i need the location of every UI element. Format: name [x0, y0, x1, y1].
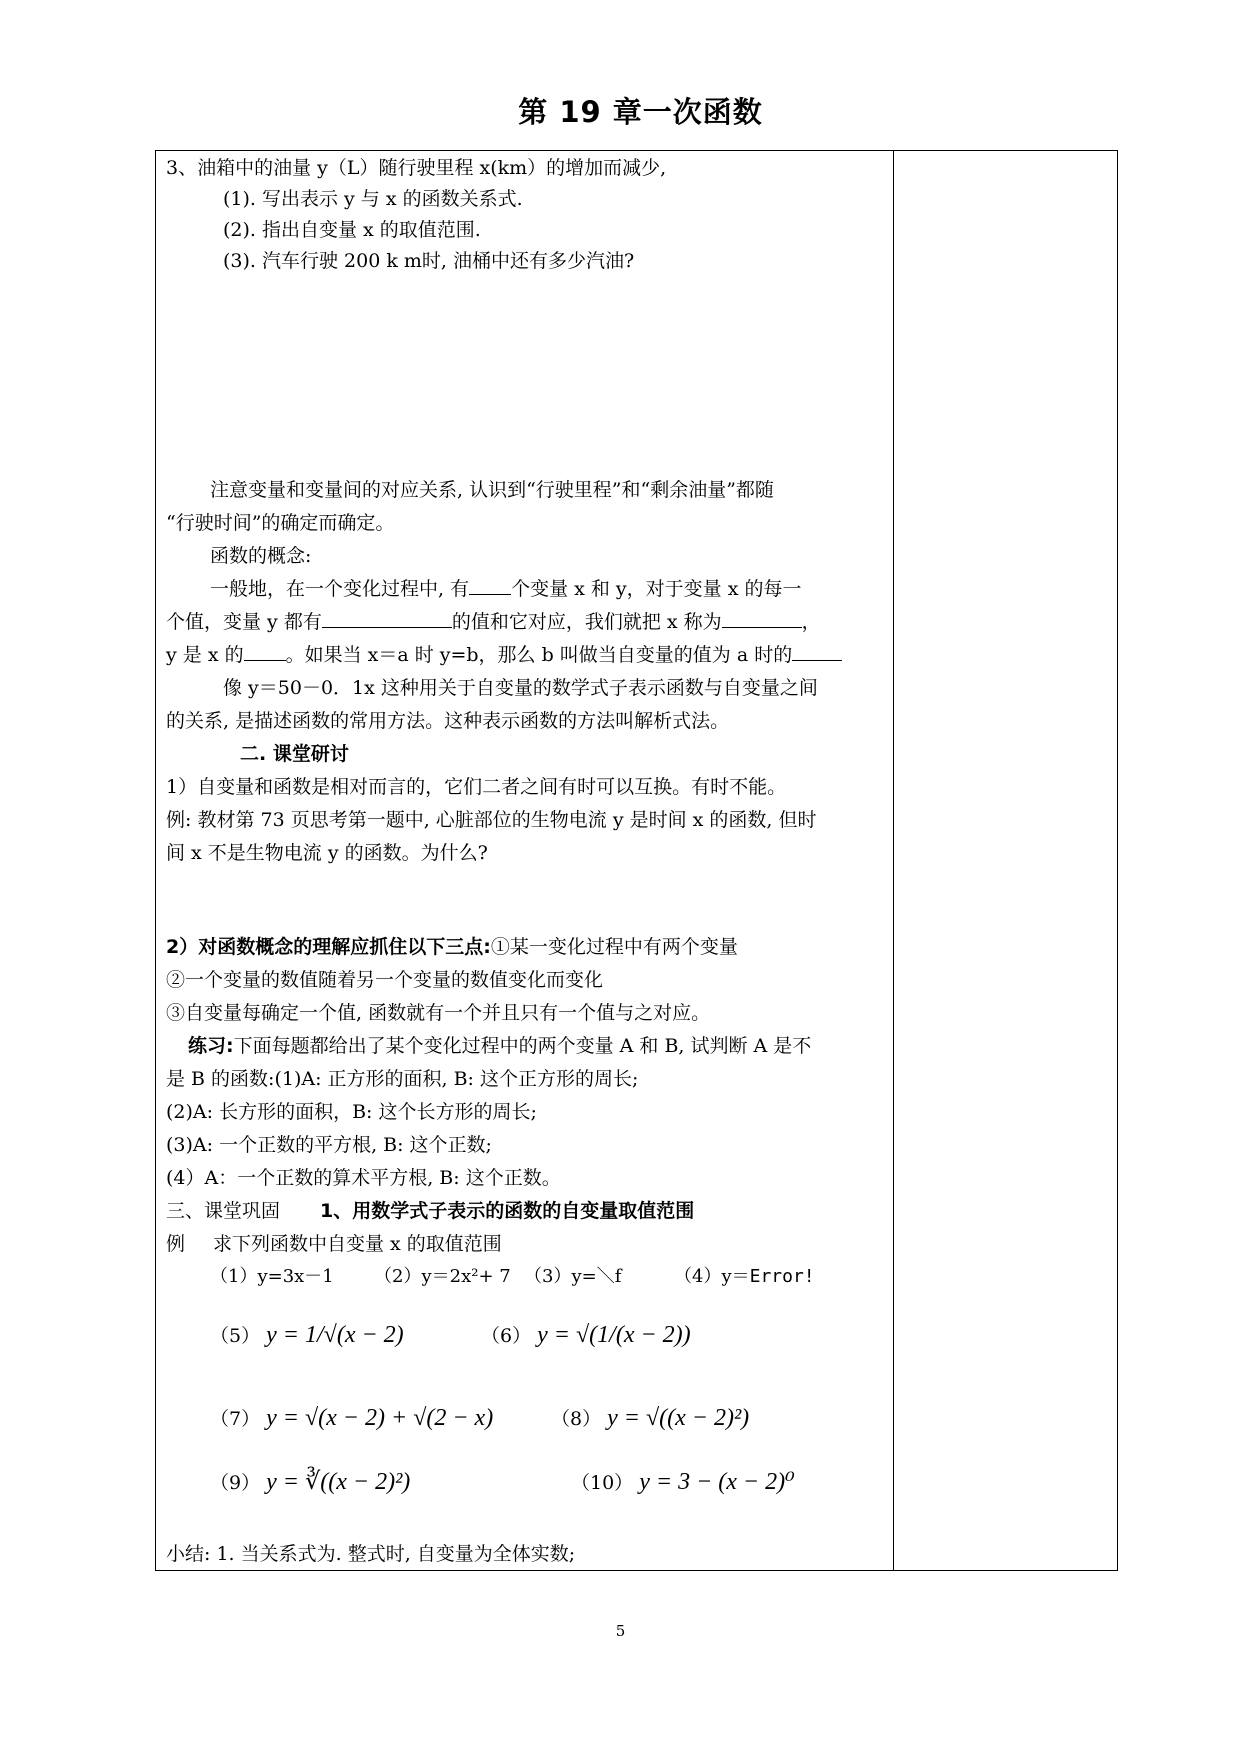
question-3-part-2: (2). 指出自变量 x 的取值范围. [223, 219, 481, 241]
column-divider [893, 151, 894, 1570]
concept-text: 一般地，在一个变化过程中, 有 [210, 578, 470, 600]
formula-6 [481, 1321, 691, 1349]
fill-in-blank[interactable] [469, 576, 511, 595]
concept-line-3 [166, 642, 842, 668]
question-3: 3、油箱中的油量 y（L）随行驶里程 x(km）的增加而减少, [166, 157, 667, 179]
formula-8 [551, 1404, 749, 1432]
fill-in-blank[interactable] [792, 642, 842, 661]
example-label: 例 [166, 1233, 186, 1255]
section-2-heading: 二. 课堂研讨 [240, 743, 349, 765]
concept-text: y 是 x 的 [166, 644, 244, 666]
practice-line-1 [188, 1033, 811, 1059]
exercise-item-1: （1）y=3x－1 [210, 1266, 334, 1287]
formula-5 [210, 1321, 404, 1349]
formula-5-label: （5） [210, 1325, 261, 1347]
exercise-item-4 [674, 1264, 815, 1290]
analytic-line-1: 像 y＝50－0．1x 这种用关于自变量的数学式子表示函数与自变量之间 [223, 677, 818, 699]
formula-10-label: （10） [571, 1472, 634, 1494]
practice-label: 练习: [188, 1035, 234, 1057]
formula-8-expression: y = √((x − 2)²) [607, 1405, 750, 1431]
key-points-label: 2）对函数概念的理解应抓住以下三点: [166, 936, 491, 958]
formula-10-expression: y = 3 − (x − 2)⁰ [639, 1469, 795, 1495]
example-text: 求下列函数中自变量 x 的取值范围 [213, 1233, 502, 1255]
concept-text: 的值和它对应，我们就把 x 称为 [451, 611, 722, 633]
formula-8-label: （8） [551, 1408, 602, 1430]
section-3-label: 三、课堂巩固 [166, 1200, 281, 1222]
formula-6-expression: y = √(1/(x − 2)) [537, 1322, 691, 1348]
analytic-line-2: 的关系, 是描述函数的常用方法。这种表示函数的方法叫解析式法。 [166, 710, 730, 732]
exercise-item-4-label: （4）y＝ [674, 1266, 750, 1287]
summary-line: 小结: 1. 当关系式为. 整式时, 自变量为全体实数; [166, 1543, 576, 1565]
worksheet-table [155, 150, 1118, 1571]
formula-5-expression: y = 1/√(x − 2) [266, 1322, 404, 1348]
formula-7-expression: y = √(x − 2) + √(2 − x) [266, 1405, 494, 1431]
example-line [166, 1231, 502, 1257]
key-point-1: ①某一变化过程中有两个变量 [490, 936, 738, 958]
section-3-title: 1、用数学式子表示的函数的自变量取值范围 [320, 1200, 695, 1222]
formula-10 [571, 1467, 795, 1496]
formula-9-label: （9） [210, 1472, 261, 1494]
fill-in-blank[interactable] [722, 609, 802, 628]
note-line-1: 注意变量和变量间的对应关系, 认识到“行驶里程”和“剩余油量”都随 [210, 479, 774, 501]
discussion-line-3: 间 x 不是生物电流 y 的函数。为什么? [166, 842, 488, 864]
practice-text: 下面每题都给出了某个变化过程中的两个变量 A 和 B, 试判断 A 是不 [233, 1035, 812, 1057]
formula-7-label: （7） [210, 1408, 261, 1430]
concept-line-2 [166, 609, 821, 635]
practice-line-2: 是 B 的函数:(1)A: 正方形的面积, B: 这个正方形的周长; [166, 1068, 639, 1090]
formula-9-expression: y = ∛((x − 2)²) [266, 1469, 411, 1495]
practice-line-3: (2)A: 长方形的面积，B: 这个长方形的周长; [166, 1101, 537, 1123]
note-line-2: “行驶时间”的确定而确定。 [166, 512, 395, 534]
error-text: Error! [749, 1266, 815, 1287]
key-point-2: ②一个变量的数值随着另一个变量的数值变化而变化 [166, 969, 604, 991]
discussion-line-1: 1）自变量和函数是相对而言的，它们二者之间有时可以互换。有时不能。 [166, 776, 787, 798]
exercise-item-3: （3）y=＼f [524, 1266, 622, 1287]
concept-text: 个值，变量 y 都有 [166, 611, 322, 633]
concept-line-1 [210, 576, 801, 602]
concept-heading: 函数的概念: [210, 545, 312, 567]
concept-text: 个变量 x 和 y，对于变量 x 的每一 [511, 578, 802, 600]
notes-column [895, 151, 1117, 1570]
fill-in-blank[interactable] [244, 642, 286, 661]
key-points-line-1 [166, 934, 738, 960]
concept-text: ， [801, 611, 821, 633]
discussion-line-2: 例: 教材第 73 页思考第一题中, 心脏部位的生物电流 y 是时间 x 的函数, 但时 [166, 809, 817, 831]
key-point-3: ③自变量每确定一个值, 函数就有一个并且只有一个值与之对应。 [166, 1002, 711, 1024]
practice-line-5: (4）A：一个正数的算术平方根, B: 这个正数。 [166, 1167, 561, 1189]
page-title: 第 19 章一次函数 [518, 95, 763, 129]
fill-in-blank[interactable] [322, 609, 452, 628]
page-number: 5 [615, 1622, 626, 1640]
question-3-part-3: (3). 汽车行驶 200 k m时, 油桶中还有多少汽油? [223, 250, 635, 272]
formula-9 [210, 1467, 410, 1496]
practice-line-4: (3)A: 一个正数的平方根, B: 这个正数; [166, 1134, 492, 1156]
formula-7 [210, 1404, 493, 1432]
section-3-heading [166, 1198, 694, 1224]
formula-6-label: （6） [481, 1325, 532, 1347]
concept-text: 。如果当 x＝a 时 y=b，那么 b 叫做当自变量的值为 a 时的 [285, 644, 793, 666]
exercise-item-2: （2）y＝2x²+ 7 [374, 1266, 511, 1287]
question-3-part-1: (1). 写出表示 y 与 x 的函数关系式. [223, 188, 523, 210]
